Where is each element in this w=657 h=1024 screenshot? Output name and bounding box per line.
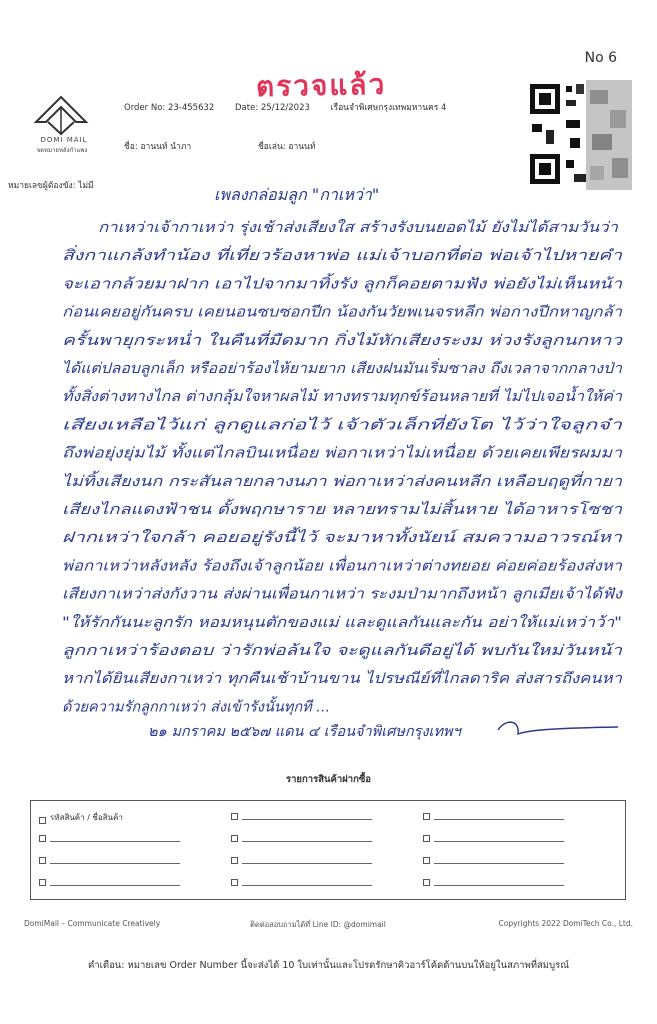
letter-line: หากได้ยินเสียงกาเหว่า ทุกคืนเช้าบ้านขาน ไปรษณีย์ที่ไกลดาริค ส่งสารถึงคนหา <box>62 671 550 688</box>
handwritten-letter <box>58 182 630 748</box>
letter-line: ก่อนเคยอยู่กันครบ เคยนอนซบซอกปีก น้องกันวัยพเนจรหลีก พ่อกางปีกหาญกล้า <box>62 304 551 321</box>
product-row-3-col-2[interactable] <box>231 855 372 864</box>
letter-line: พ่อกาเหว่าหลังหลัง ร้องถึงเจ้าลูกน้อย เพื่อนกาเหว่าต่างทยอย ค่อยค่อยร้องส่งหา <box>62 558 551 575</box>
checkbox[interactable] <box>39 879 46 886</box>
letter-signature-line: ๒๑ มกราคม ๒๕๖๗ แดน ๔ เรือนจำพิเศษกรุงเทพฯ <box>148 724 461 740</box>
product-code-label: รหัสสินค้า / ชื่อสินค้า <box>50 813 123 822</box>
product-row-3-col-3[interactable] <box>423 855 564 864</box>
letter-line: ได้แต่ปลอบลูกเล็ก หรืออย่าร้องไห้ยามยาก เสียงฝนมันเริ่มซาลง ถึงเวลาจากกลางป่า <box>62 361 577 377</box>
checkbox[interactable] <box>39 817 46 824</box>
product-line[interactable] <box>242 877 372 886</box>
product-line[interactable] <box>242 811 372 820</box>
letter-title: เพลงกล่อมลูก "กาเหว่า" <box>214 185 380 204</box>
checkbox[interactable] <box>231 857 238 864</box>
letter-line: ถึงพ่อยุ่งยุ่มไม้ ทั้งแต่ไกลบินเหนื่อย พ่อกาเหว่าไม่เหนื่อย ด้วยเคยเพียรผมมา <box>62 445 522 462</box>
logo-name: DOMI MAIL <box>40 136 88 144</box>
product-line[interactable] <box>50 877 180 886</box>
product-line[interactable] <box>434 833 564 842</box>
product-row-4-col-2[interactable] <box>231 877 372 886</box>
product-row-2-col-2[interactable] <box>231 833 372 842</box>
product-list-title: รายการสินค้าฝากซื้อ <box>286 774 371 785</box>
prisoner-number: หมายเลขผู้ต้องขัง: ไม่มี <box>8 181 94 191</box>
letter-line: เสียงไกลแดงฟ้าชน ดั้งพฤกษาราย หลายทรามไม่สิ้นหาย ได้อาหารโซชา <box>62 502 507 518</box>
qr-code-icon <box>526 80 632 190</box>
checkbox[interactable] <box>231 813 238 820</box>
product-line[interactable] <box>434 855 564 864</box>
product-line[interactable] <box>50 833 180 842</box>
letter-line: กาเหว่าเจ้ากาเหว่า รุ่งเช้าส่งเสียงใส สร้างรังบนยอดไม้ ยังไม่ได้สามวันว่า <box>98 220 548 236</box>
logo-subtitle: จดหมายหลังกำแพง <box>36 147 88 154</box>
checkbox[interactable] <box>39 835 46 842</box>
product-line[interactable] <box>434 811 564 820</box>
letter-line: ทั้งสิ่งต่างทางไกล ต่างกลุ้มใจหาผลไม้ ทางทรามทุกข์ร้อนหลายที่ ไม่ไปเจอน้ำให้ค่า <box>62 389 570 406</box>
product-row-1-col-1[interactable] <box>39 811 123 824</box>
checkbox[interactable] <box>231 835 238 842</box>
checkbox[interactable] <box>231 879 238 886</box>
checkbox[interactable] <box>423 857 430 864</box>
letter-lines <box>62 218 623 715</box>
footer-brand: DomiMail – Communicate Creatively <box>24 919 161 928</box>
footer-warning: คำเตือน: หมายเลข Order Number นี้จะส่งได้ 10 ใบเท่านั้นและโปรดรักษาคิวอาร์โค้ดด้านบนให้อยู่ในสภาพที่สมบูรณ์ <box>87 960 570 971</box>
product-row-2-col-3[interactable] <box>423 833 564 842</box>
letter-line: ลูกกาเหว่าร้องตอบ ว่ารักพ่อล้นใจ จะดูแลกันดีอยู่ได้ พบกันใหม่วันหน้า <box>62 643 493 659</box>
letter-line: ฝากเหว่าใจกล้า คอยอยู่รังนี้ไว้ จะมาหาทั้งนัยน์ สมความอาวรณ์หา <box>62 530 473 547</box>
letter-line: เสียงกาเหว่าส่งกังวาน ส่งผ่านเพื่อนกาเหว่า ระงมป่ามากถึงหน้า ลูกเมียเจ้าได้ฟัง <box>62 586 551 603</box>
sender-nickname: ชื่อเล่น: อานนท์ <box>258 142 316 152</box>
product-line[interactable] <box>242 855 372 864</box>
checkbox[interactable] <box>423 835 430 842</box>
product-line[interactable] <box>434 877 564 886</box>
letter-line: สิ่งกาแกล้งทำน้อง ที่เที่ยวร้องหาพ่อ แม่เจ้าบอกที่ต่อ พ่อเจ้าไปหายคำ <box>62 248 482 265</box>
product-order-table <box>30 800 626 900</box>
letter-line: เสียงเหลือไว้แก่ ลูกดูแลก่อไว้ เจ้าตัวเล็กที่ยังโต ไว้ว่าใจลูกจ๋า <box>62 417 435 434</box>
product-row-3-col-1[interactable] <box>39 855 180 864</box>
letter-line: "ให้รักกันนะลูกรัก หอมหนุนตักของแม่ และดูแลกันและกัน อย่าให้แม่เหว่าว้า" <box>62 614 539 631</box>
footer-copyright: Copyrights 2022 DomiTech Co., Ltd. <box>498 919 633 928</box>
letter-line: ครั้นพายุกระหน่ำ ในคืนที่มืดมาก กิ่งไม้หักเสียงระงม ห่วงรังลูกนกหาว <box>62 332 488 349</box>
checkbox[interactable] <box>39 857 46 864</box>
page-number: No 6 <box>584 50 617 66</box>
letter-line: ด้วยความรักลูกกาเหว่า ส่งเข้ารังนั้นทุกที ... <box>62 699 331 716</box>
letter-line: จะเอากล้วยมาฝาก เอาไปจากมาทิ้งรัง ลูกก็คอยตามฟัง พ่อยังไม่เห็นหน้า <box>62 276 505 293</box>
product-row-4-col-3[interactable] <box>423 877 564 886</box>
product-row-4-col-1[interactable] <box>39 877 180 886</box>
checkbox[interactable] <box>423 879 430 886</box>
product-row-1-col-2[interactable] <box>231 811 372 820</box>
product-row-1-col-3[interactable] <box>423 811 564 820</box>
prison-name: เรือนจำพิเศษกรุงเทพมหานคร 4 <box>330 103 447 113</box>
product-line[interactable] <box>50 855 180 864</box>
letter-canvas <box>58 182 630 748</box>
letter-line: ไม่ทิ้งเสียงนก กระสันลายกลางนภา พ่อกาเหว่าส่งคนหลีก เหลือบฤดูที่กายา <box>62 473 518 490</box>
product-row-2-col-1[interactable] <box>39 833 180 842</box>
checked-stamp: ตรวจแล้ว <box>255 67 387 104</box>
product-line[interactable] <box>242 833 372 842</box>
signature-mark <box>498 722 618 734</box>
footer-contact: ติดต่อสอบถามได้ที่ Line ID: @domimail <box>250 920 386 929</box>
checkbox[interactable] <box>423 813 430 820</box>
sender-name: ชื่อ: อานนท์ นำภา <box>124 142 192 152</box>
order-date: Date: 25/12/2023 <box>235 103 310 113</box>
order-info <box>124 100 464 114</box>
order-number: Order No: 23-455632 <box>124 103 215 113</box>
